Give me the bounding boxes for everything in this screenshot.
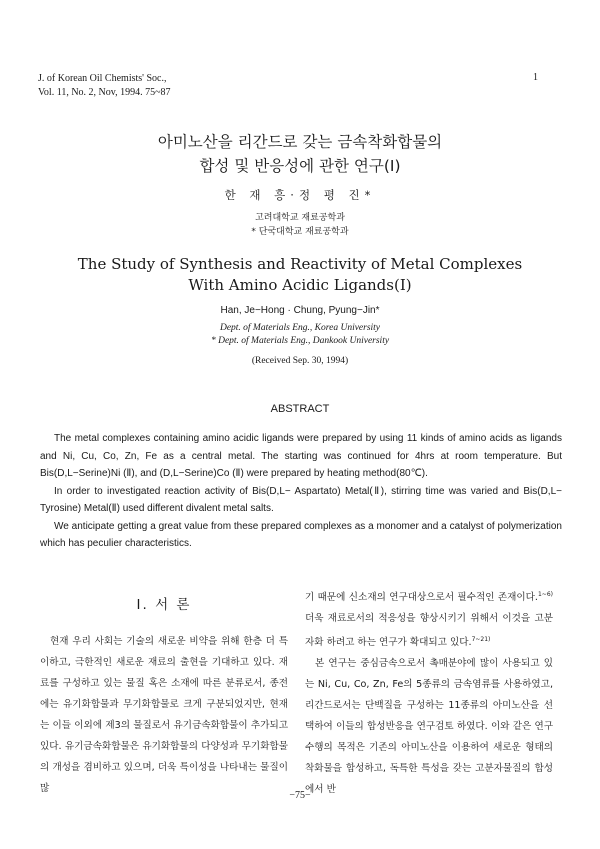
intro-paragraph-continued: [305, 584, 553, 653]
citation-7-21: 7~21): [471, 636, 491, 644]
journal-line-2: Vol. 11, No. 2, Nov, 1994. 75~87: [38, 87, 171, 98]
english-affiliations: [0, 322, 600, 348]
korean-affiliation-1: 고려대학교 재료공학과: [255, 213, 345, 223]
korean-affiliation-2: * 단국대학교 재료공학과: [251, 227, 349, 237]
intro-text-b: 더욱 재료로서의 적응성을 향상시키기 위해서 이것을 고분자화 하려고 하는 연구가 확대되고 있다.: [305, 613, 553, 649]
english-title-line-2: With Amino Acidic Ligands(Ⅰ): [188, 276, 412, 294]
english-title-line-1: The Study of Synthesis and Reactivity of Metal Complexes: [77, 255, 523, 273]
korean-affiliations: [0, 211, 600, 239]
english-title: [0, 254, 600, 296]
abstract-heading: ABSTRACT: [270, 403, 330, 415]
korean-title: [0, 130, 600, 178]
left-column: [40, 585, 288, 799]
intro-paragraph-1: 현재 우리 사회는 기술의 새로운 비약을 위해 한층 더 특이하고, 극한적인 새로운 재료의 출현을 기대하고 있다. 재료를 구성하고 있는 물질 혹은 소재에 따른 분류로서, 종전에는 유기화합물과 무기화합물로 크게 구분되었지만, 현재는 이들 이외에 제3의 물질로서 유기금속화합물이 추가되고 있다. 유기금속화합물은 유기화합물의 다양성과 무기화합물의 개성을 겸비하고 있으며, 더욱 특이성을 나타내는 물질이 많: [40, 636, 288, 794]
intro-text-a: 기 때문에 신소재의 연구대상으로서 필수적인 존재이다.: [305, 592, 538, 604]
journal-line-1: J. of Korean Oil Chemists' Soc.,: [38, 73, 167, 84]
section-heading-introduction: Ⅰ. 서 론: [136, 597, 192, 613]
abstract-paragraph-1: The metal complexes containing amino acidic ligands were prepared by using 11 kinds of amino acids as ligands and Ni, Cu, Co, Zn, Fe as a central metal. The starting was continued for 4hrs at room temperature. But Bis(D,L−Serine)Ni (Ⅱ), and (D,L−Serine)Co (Ⅱ) were prepared by heating method(80℃).: [40, 433, 562, 479]
right-column: [305, 584, 553, 800]
korean-title-line-2: 합성 및 반응성에 관한 연구(Ⅰ): [199, 157, 401, 175]
abstract-paragraph-3: We anticipate getting a great value from these prepared complexes as a monomer and a catalyst of polymerization which has peculier characteristics.: [40, 520, 562, 549]
korean-authors: 한 재 흥·정 평 진*: [224, 188, 376, 202]
intro-paragraph-2: 본 연구는 중심금속으로서 촉매분야에 많이 사용되고 있는 Ni, Cu, Co, Zn, Fe의 5종류의 금속염류를 사용하였고, 리간드로서는 단백질을 구성하는 11종류의 아미노산을 선택하여 이들의 합성반응을 연구검토 하였다. 이와 같은 연구수행의 목적은 기존의 아미노산을 이용하여 새로운 형태의 착화물을 합성하고, 독특한 특성을 갖는 고분자물질의 합성에서 반: [305, 658, 553, 796]
received-date: (Received Sep. 30, 1994): [251, 356, 349, 366]
abstract-body: [40, 430, 562, 553]
english-authors: Han, Je−Hong · Chung, Pyung−Jin*: [220, 305, 380, 316]
abstract-paragraph-2: In order to investigated reaction activity of Bis(D,L− Aspartato) Metal(Ⅱ), stirring time was varied and Bis(D,L− Tyrosine) Metal(Ⅱ) used different divalent metal salts.: [40, 485, 562, 514]
korean-title-line-1: 아미노산을 리간드로 갖는 금속착화합물의: [157, 133, 443, 151]
english-affiliation-2: * Dept. of Materials Eng., Dankook University: [210, 336, 390, 346]
page-footer-number: −75−: [289, 790, 311, 801]
english-affiliation-1: Dept. of Materials Eng., Korea University: [219, 323, 381, 333]
citation-1-6: 1~6): [537, 591, 553, 598]
journal-citation: [38, 72, 171, 100]
page-number: 1: [533, 72, 538, 83]
